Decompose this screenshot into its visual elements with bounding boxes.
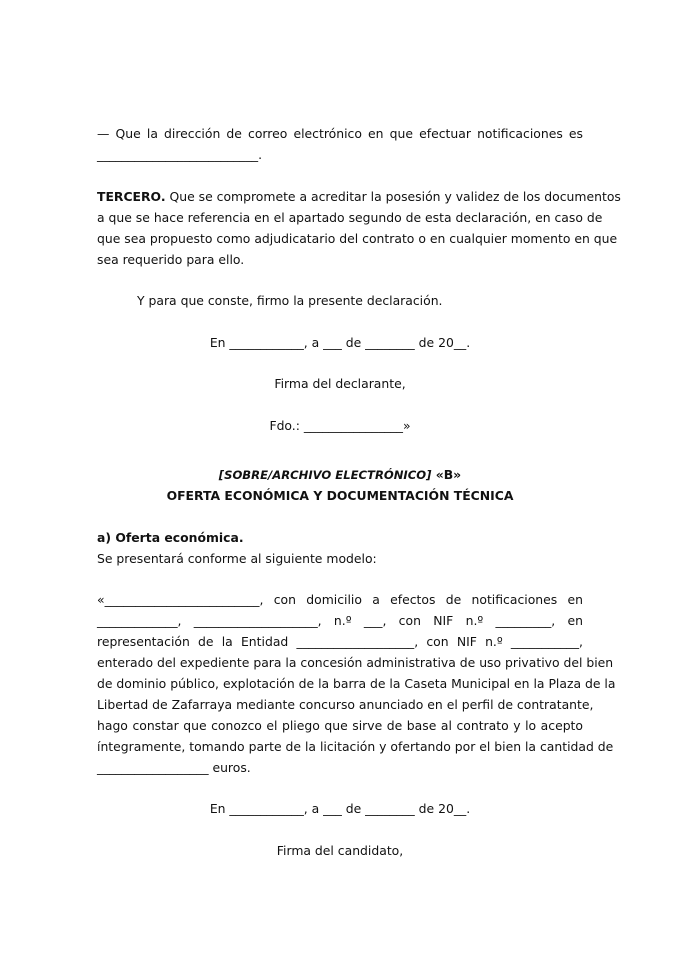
model-line-5: de dominio público, explotación de la barra de la Caseta Municipal en la Plaza de la (97, 676, 616, 691)
model-line-8: íntegramente, tomando parte de la licitación y ofertando por el bien la cantidad de (97, 739, 614, 754)
model-line-3: representación de la Entidad ___________________, con NIF n.º ___________, (97, 634, 583, 649)
tercero-label: TERCERO. (97, 189, 166, 204)
email-clause-line-1: — Que la dirección de correo electrónico en que efectuar notificaciones es (97, 126, 583, 141)
place-date-line-1: En ____________, a ___ de ________ de 20__. (209, 335, 471, 350)
model-line-6: Libertad de Zafarraya mediante concurso anunciado en el perfil de contratante, (97, 697, 594, 712)
signature-label-candidate: Firma del candidato, (276, 843, 404, 858)
section-title: OFERTA ECONÓMICA Y DOCUMENTACIÓN TÉCNICA (166, 488, 514, 503)
subsection-a-heading: a) Oferta económica. (97, 530, 244, 545)
tercero-line-2: a que se hace referencia en el apartado segundo de esta declaración, en caso de (97, 210, 603, 225)
sobre-letter: «B» (431, 467, 462, 482)
closing-statement: Y para que conste, firmo la presente declaración. (137, 293, 443, 308)
email-clause-line-2: __________________________. (97, 147, 263, 162)
sobre-bracket-text: [SOBRE/ARCHIVO ELECTRÓNICO] (218, 468, 432, 482)
tercero-line-3: que sea propuesto como adjudicatario del contrato o en cualquier momento en que (97, 231, 618, 246)
tercero-line-1 (97, 189, 621, 205)
signature-label-declarant: Firma del declarante, (274, 376, 406, 391)
subsection-a-intro: Se presentará conforme al siguiente modelo: (97, 551, 377, 566)
place-date-line-2: En ____________, a ___ de ________ de 20__. (209, 801, 471, 816)
model-line-4: enterado del expediente para la concesión administrativa de uso privativo del bien (97, 655, 614, 670)
tercero-line-4: sea requerido para ello. (97, 252, 245, 267)
tercero-line-1-text: Que se compromete a acreditar la posesión y validez de los documentos (165, 189, 621, 204)
model-line-1: «_________________________, con domicilio a efectos de notificaciones en (97, 592, 583, 607)
fdo-line: Fdo.: ________________» (269, 418, 411, 433)
model-line-7: hago constar que conozco el pliego que sirve de base al contrato y lo acepto (97, 718, 583, 733)
sobre-b-heading (97, 467, 583, 483)
model-line-2: _____________, ____________________, n.º ___, con NIF n.º _________, en (97, 613, 583, 628)
model-last-line: __________________ euros. (97, 760, 251, 775)
